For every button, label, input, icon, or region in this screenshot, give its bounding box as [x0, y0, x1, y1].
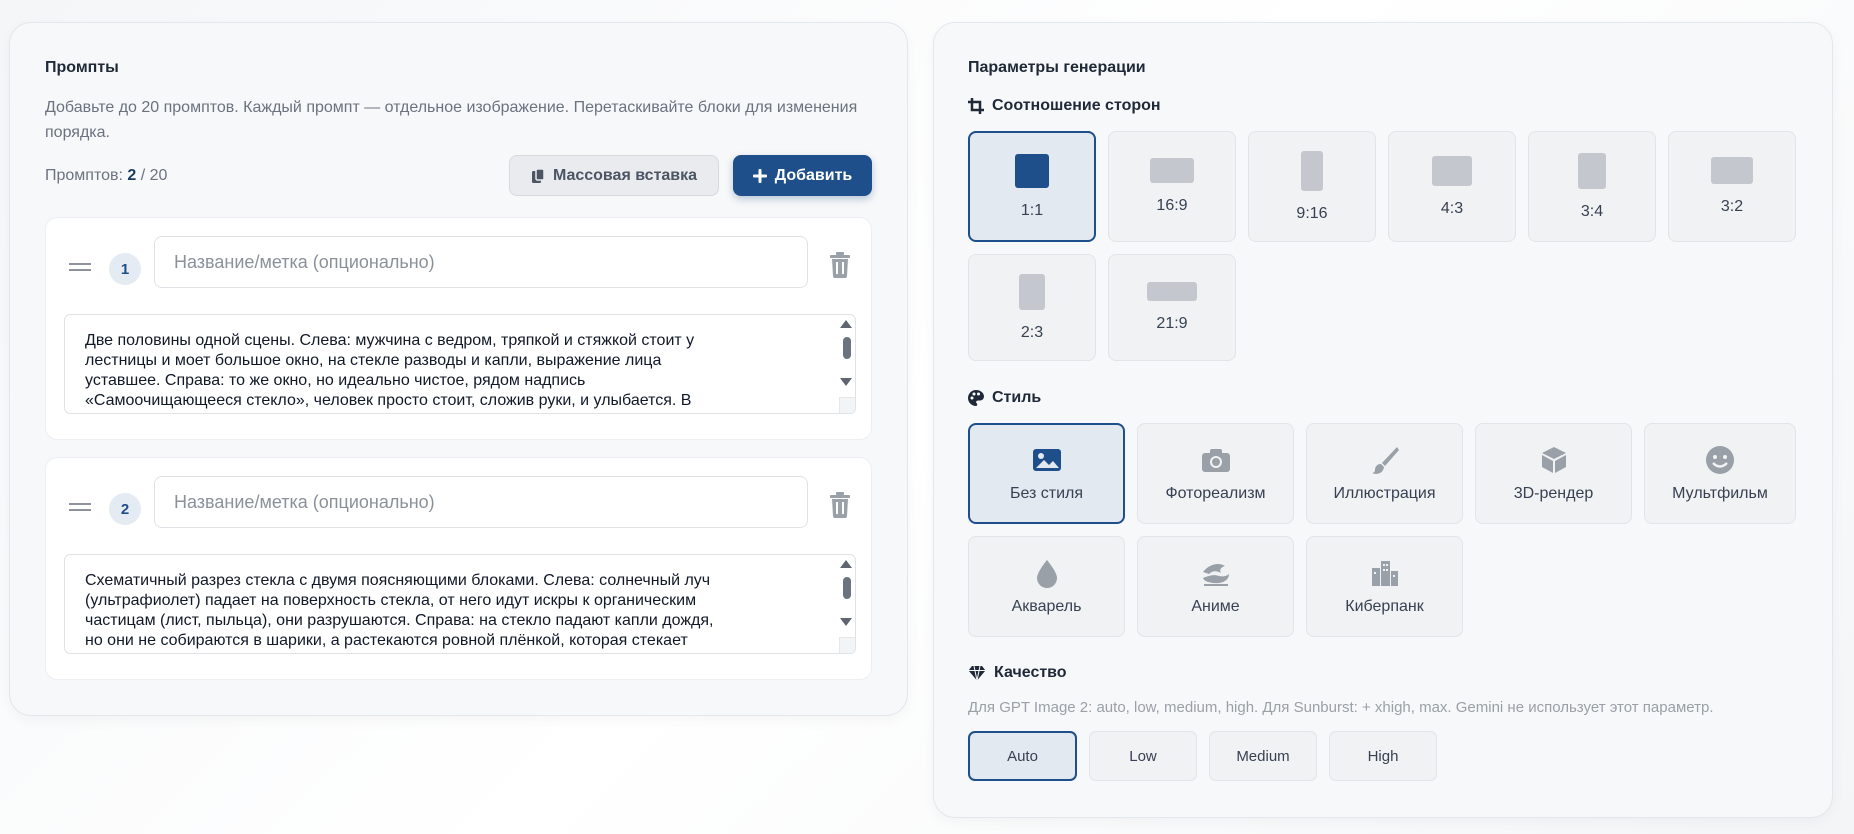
quality-option-high[interactable]: High — [1329, 731, 1437, 781]
style-option-photo[interactable] — [1137, 423, 1294, 524]
style-label: Мультфильм — [1672, 484, 1768, 502]
style-option-cartoon[interactable] — [1644, 423, 1796, 524]
bulk-paste-label: Массовая вставка — [552, 166, 698, 184]
quality-title: Качество — [994, 664, 1067, 681]
prompt-textarea[interactable] — [64, 314, 856, 414]
prompt-number: 1 — [109, 253, 141, 285]
style-option-cyberpunk[interactable] — [1306, 536, 1463, 637]
aspect-option-21-9[interactable] — [1108, 254, 1236, 361]
bulk-paste-button[interactable] — [509, 155, 719, 196]
prompt-name-input[interactable] — [154, 236, 808, 288]
scroll-up-icon[interactable] — [840, 320, 852, 328]
quality-section-title — [968, 664, 1067, 682]
aspect-option-3-4[interactable] — [1528, 131, 1656, 242]
ratio-wide-icon — [1150, 158, 1194, 183]
prompts-counter-current: 2 — [127, 167, 137, 184]
scroll-thumb[interactable] — [843, 577, 851, 599]
palette-icon — [968, 390, 984, 406]
plus-icon — [753, 169, 767, 183]
prompt-text: Схематичный разрез стекла с двумя поясняющими блоками. Слева: солнечный луч (ультрафиолет) падает на поверхность стекла, от него идут искры к органическим частицам (лист, пыльца), они разрушаются. Справа: на стекло падают капли дождя, но они не собираются в шарики, а растекаются ровной плёнкой, которая стекает — [85, 572, 714, 649]
droplet-icon — [1032, 558, 1062, 588]
aspect-label: 4:3 — [1440, 199, 1464, 217]
style-option-anime[interactable] — [1137, 536, 1294, 637]
aspect-option-1-1[interactable] — [968, 131, 1096, 242]
style-option-3d[interactable] — [1475, 423, 1632, 524]
aspect-label: 3:4 — [1580, 202, 1604, 220]
city-icon — [1370, 558, 1400, 588]
scroll-down-icon[interactable] — [840, 378, 852, 386]
trash-icon[interactable] — [829, 252, 851, 278]
aspect-option-2-3[interactable] — [968, 254, 1096, 361]
scroll-thumb[interactable] — [843, 337, 851, 359]
style-label: Киберпанк — [1345, 597, 1424, 615]
aspect-label: 1:1 — [1020, 201, 1044, 219]
style-label: Акварель — [1011, 597, 1082, 615]
aspect-label: 16:9 — [1156, 197, 1188, 214]
aspect-label: 9:16 — [1296, 204, 1328, 222]
camera-icon — [1201, 445, 1231, 475]
aspect-label: 2:3 — [1020, 323, 1044, 341]
prompt-textarea[interactable] — [64, 554, 856, 654]
style-option-illustration[interactable] — [1306, 423, 1463, 524]
ratio-tall-icon — [1301, 151, 1323, 191]
drag-handle-icon[interactable] — [69, 263, 91, 271]
clipboard-icon — [531, 168, 545, 184]
style-option-none[interactable] — [968, 423, 1125, 524]
prompts-counter — [45, 167, 167, 185]
generation-params-panel — [933, 22, 1833, 818]
scroll-down-icon[interactable] — [840, 618, 852, 626]
image-icon — [1032, 445, 1062, 475]
cube-icon — [1539, 445, 1569, 475]
params-title: Параметры генерации — [968, 59, 1146, 76]
style-label: Аниме — [1191, 597, 1240, 615]
aspect-option-4-3[interactable] — [1388, 131, 1516, 242]
ratio-ultrawide-icon — [1147, 282, 1197, 301]
style-label: 3D-рендер — [1513, 484, 1594, 502]
ratio-portrait-icon — [1578, 153, 1606, 189]
crop-icon — [968, 98, 984, 114]
brush-icon — [1370, 445, 1400, 475]
gem-icon — [968, 665, 986, 681]
prompt-card — [45, 217, 872, 440]
resize-handle-icon[interactable] — [839, 397, 855, 413]
quality-option-low[interactable]: Low — [1089, 731, 1197, 781]
prompts-panel — [9, 22, 908, 716]
prompt-name-input[interactable] — [154, 476, 808, 528]
prompts-title: Промпты — [45, 59, 119, 76]
wave-icon — [1201, 558, 1231, 588]
prompt-text: Две половины одной сцены. Слева: мужчина с ведром, тряпкой и стяжкой стоит у лестницы и моет большое окно, на стекле разводы и капли, выражение лица уставшее. Справа: то же окно, но идеально чистое, рядом надпись «Самоочищающееся стекло», человек просто стоит, сложив руки, и улыбается. В — [85, 332, 695, 409]
add-prompt-button[interactable] — [733, 155, 872, 196]
add-prompt-label: Добавить — [774, 166, 853, 184]
ratio-portrait-icon — [1019, 274, 1045, 310]
style-title: Стиль — [992, 389, 1042, 406]
drag-handle-icon[interactable] — [69, 503, 91, 511]
ratio-landscape-icon — [1432, 156, 1472, 186]
aspect-option-3-2[interactable] — [1668, 131, 1796, 242]
aspect-option-16-9[interactable] — [1108, 131, 1236, 242]
prompt-card — [45, 457, 872, 680]
prompt-number: 2 — [109, 493, 141, 525]
aspect-option-9-16[interactable] — [1248, 131, 1376, 242]
style-section-title — [968, 389, 1041, 407]
scroll-up-icon[interactable] — [840, 560, 852, 568]
resize-handle-icon[interactable] — [839, 637, 855, 653]
quality-option-auto[interactable]: Auto — [968, 731, 1077, 781]
aspect-label: 21:9 — [1156, 315, 1188, 332]
trash-icon[interactable] — [829, 492, 851, 518]
ratio-square-icon — [1015, 154, 1049, 188]
prompts-counter-max: / 20 — [140, 167, 168, 184]
smile-icon — [1705, 445, 1735, 475]
quality-hint: Для GPT Image 2: auto, low, medium, high. Для Sunburst: + xhigh, max. Gemini не использует этот параметр. — [968, 699, 1714, 716]
aspect-label: 3:2 — [1720, 198, 1744, 215]
quality-option-medium[interactable]: Medium — [1209, 731, 1317, 781]
aspect-title: Соотношение сторон — [992, 97, 1161, 114]
prompts-counter-label: Промптов: — [45, 167, 123, 184]
aspect-section-title — [968, 97, 1161, 115]
style-option-watercolor[interactable] — [968, 536, 1125, 637]
style-label: Иллюстрация — [1333, 484, 1436, 502]
prompts-description: Добавьте до 20 промптов. Каждый промпт — отдельное изображение. Перетаскивайте блоки для изменения порядка. — [45, 99, 858, 141]
style-label: Без стиля — [1009, 484, 1084, 502]
ratio-landscape-icon — [1711, 157, 1753, 184]
style-label: Фотореализм — [1165, 484, 1266, 502]
